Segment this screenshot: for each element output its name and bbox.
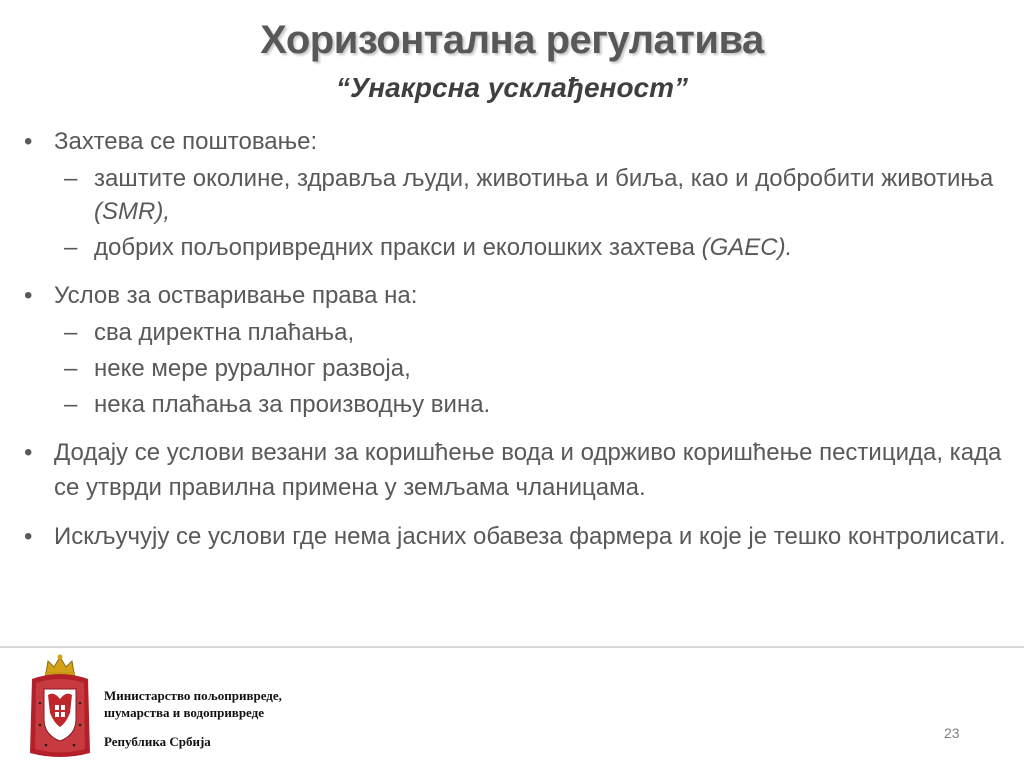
sub-item-abbreviation: (GAEC).: [701, 234, 793, 261]
bullet-marker: •: [24, 128, 33, 155]
sub-list: [54, 162, 1010, 264]
ministry-name-line2: шумарства и водопривреде: [104, 705, 265, 720]
bullet-text: Искључују се услови где нема јасних обавеза фармера и које је тешко контролисати.: [54, 523, 1006, 550]
bullet-marker: •: [24, 523, 33, 550]
sub-item-abbreviation: (SMR),: [94, 198, 170, 225]
sub-list: [54, 316, 1010, 421]
serbian-coat-of-arms-icon: [26, 653, 94, 761]
bullet-item: [0, 278, 1010, 421]
sub-item-text: сва директна плаћања,: [94, 319, 355, 346]
footer-divider: [0, 646, 1024, 648]
sub-item: [54, 352, 1010, 385]
dash-marker: –: [64, 165, 78, 192]
sub-item: [54, 388, 1010, 421]
sub-item-text: добрих пољопривредних пракси и еколошких захтева: [94, 234, 702, 261]
sub-item: [54, 162, 1010, 228]
bullet-marker: •: [24, 439, 33, 466]
bullet-text: Услов за остваривање права на:: [54, 282, 418, 309]
ministry-name-line1: Министарство пољопривреде,: [104, 688, 282, 703]
dash-marker: –: [64, 319, 78, 346]
page-number: 23: [944, 725, 960, 741]
sub-item-text: нека плаћања за производњу вина.: [94, 391, 491, 418]
sub-item-text: заштите околине, здравља људи, животиња и биља, као и добробити животиња: [94, 165, 994, 192]
sub-item: [54, 231, 1010, 264]
bullet-text: Додају се услови везани за коришћење вода и одрживо коришћење пестицида, када се утврди правилна примена у земљама чланицама.: [54, 439, 1002, 501]
country-name: Република Србија: [104, 734, 211, 749]
bullet-text: Захтева се поштовање:: [54, 128, 318, 155]
bullet-item: [0, 519, 1010, 554]
bullet-marker: •: [24, 282, 33, 309]
slide-subtitle: “Унакрсна усклађеност”: [335, 72, 689, 103]
bullet-item: [0, 124, 1010, 264]
dash-marker: –: [64, 355, 78, 382]
slide-title: Хоризонтална регулатива: [260, 18, 764, 62]
ministry-label: [104, 687, 282, 750]
bullet-list: [0, 124, 1010, 554]
dash-marker: –: [64, 234, 78, 261]
dash-marker: –: [64, 391, 78, 418]
sub-item-text: неке мере руралног развоја,: [94, 355, 411, 382]
bullet-item: [0, 435, 1010, 505]
sub-item: [54, 316, 1010, 349]
